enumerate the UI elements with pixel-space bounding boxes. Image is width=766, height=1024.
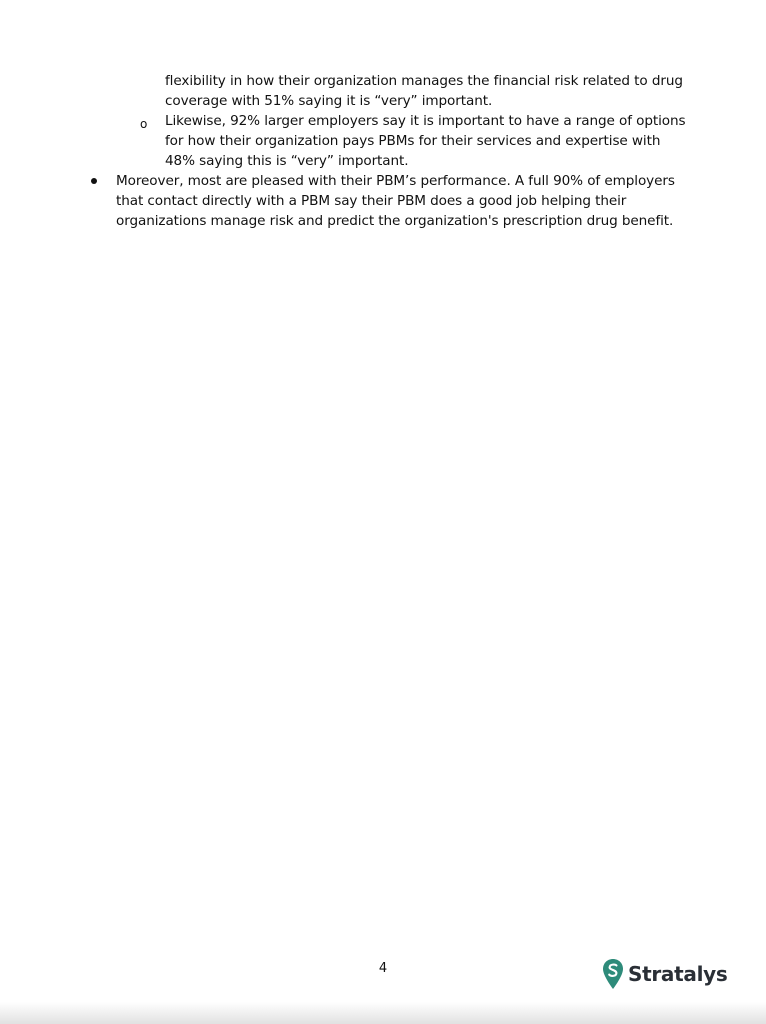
sub-bullet-line-2: for how their organization pays PBMs for their services and expertise with: [165, 133, 661, 149]
logo-text: Stratalys: [628, 962, 728, 986]
company-logo: [602, 957, 727, 991]
bullet-line-3: organizations manage risk and predict the organization's prescription drug benefit.: [116, 213, 674, 229]
bullet-line-2: that contact directly with a PBM say their PBM does a good job helping their: [116, 193, 627, 209]
sub-bullet-line-1: Likewise, 92% larger employers say it is important to have a range of options: [165, 113, 686, 129]
sub-bullet-marker: o: [140, 117, 148, 131]
page-number: 4: [378, 961, 388, 976]
sub-bullet-line-3: 48% saying this is “very” important.: [165, 153, 409, 169]
sub-bullet-continuation-line-1: flexibility in how their organization manages the financial risk related to drug: [165, 73, 683, 89]
page-bottom-edge: [0, 1002, 766, 1024]
bullet-line-1: Moreover, most are pleased with their PBM’s performance. A full 90% of employers: [116, 173, 675, 189]
sub-bullet-continuation-line-2: coverage with 51% saying it is “very” important.: [165, 93, 493, 109]
bullet-marker: [91, 178, 97, 184]
map-pin-s-icon: [602, 958, 624, 990]
